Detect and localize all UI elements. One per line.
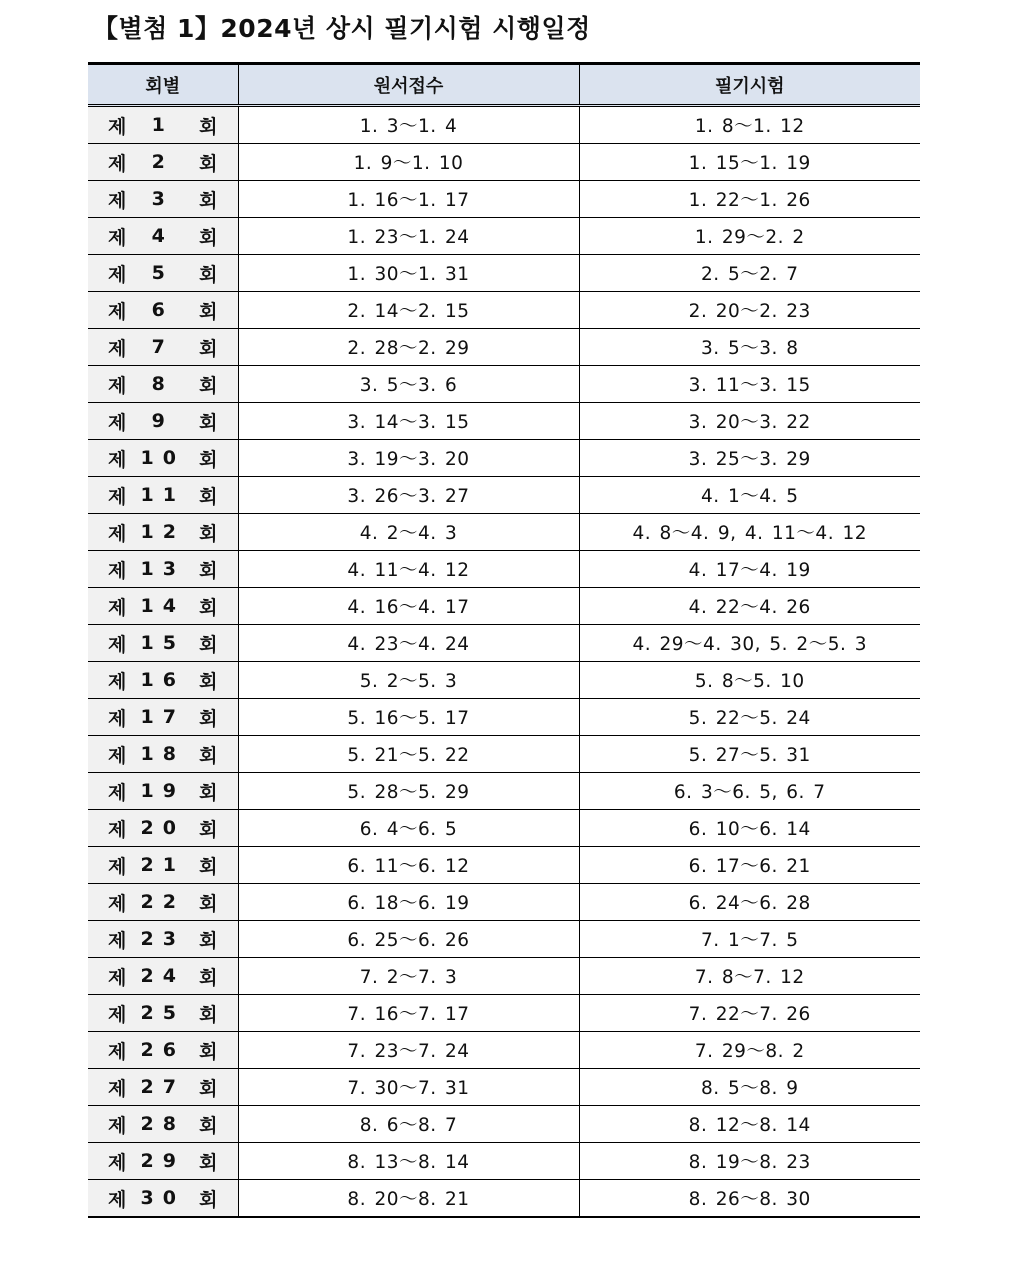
exam-period-cell: 4. 8～4. 9, 4. 11～4. 12 [579,514,920,551]
round-label [88,1074,238,1101]
round-cell [88,181,238,218]
application-period-cell: 5. 16～5. 17 [238,699,579,736]
round-prefix: 제 [108,1077,127,1100]
table-row [88,218,920,255]
application-period-cell: 8. 13～8. 14 [238,1143,579,1180]
round-suffix: 회 [199,115,218,138]
round-cell [88,440,238,477]
round-cell [88,847,238,884]
table-row [88,736,920,773]
round-suffix: 회 [199,929,218,952]
round-prefix: 제 [108,707,127,730]
round-number: 2 [151,151,174,173]
round-suffix: 회 [199,485,218,508]
round-number: 10 [140,447,185,469]
table-row [88,884,920,921]
table-row [88,699,920,736]
round-cell [88,662,238,699]
round-label [88,593,238,620]
round-number: 6 [151,299,174,321]
exam-period-cell: 8. 12～8. 14 [579,1106,920,1143]
round-label [88,926,238,953]
round-prefix: 제 [108,966,127,989]
round-prefix: 제 [108,448,127,471]
round-label [88,963,238,990]
application-period-cell: 7. 23～7. 24 [238,1032,579,1069]
round-cell [88,1106,238,1143]
round-suffix: 회 [199,1151,218,1174]
application-period-cell: 4. 23～4. 24 [238,625,579,662]
round-suffix: 회 [199,374,218,397]
table-row [88,662,920,699]
exam-period-cell: 3. 11～3. 15 [579,366,920,403]
round-label [88,741,238,768]
schedule-table [88,62,920,1218]
round-prefix: 제 [108,1040,127,1063]
table-row [88,847,920,884]
round-number: 5 [151,262,174,284]
table-row [88,810,920,847]
header-application: 원서접수 [238,64,579,106]
application-period-cell: 1. 16～1. 17 [238,181,579,218]
table-body [88,106,920,1218]
exam-period-cell: 5. 22～5. 24 [579,699,920,736]
round-number: 16 [140,669,185,691]
round-number: 8 [151,373,174,395]
round-number: 27 [140,1076,185,1098]
application-period-cell: 6. 25～6. 26 [238,921,579,958]
round-cell [88,403,238,440]
round-cell [88,1032,238,1069]
round-label [88,445,238,472]
round-prefix: 제 [108,1188,127,1211]
round-prefix: 제 [108,781,127,804]
round-label [88,149,238,176]
application-period-cell: 1. 3～1. 4 [238,106,579,144]
round-label [88,297,238,324]
round-number: 23 [140,928,185,950]
application-period-cell: 4. 16～4. 17 [238,588,579,625]
round-prefix: 제 [108,744,127,767]
application-period-cell: 7. 30～7. 31 [238,1069,579,1106]
table-row [88,1069,920,1106]
round-number: 30 [140,1187,185,1209]
application-period-cell: 1. 23～1. 24 [238,218,579,255]
round-label [88,482,238,509]
round-number: 21 [140,854,185,876]
round-cell [88,1180,238,1218]
round-cell [88,588,238,625]
table-row [88,1032,920,1069]
round-number: 28 [140,1113,185,1135]
application-period-cell: 5. 21～5. 22 [238,736,579,773]
round-prefix: 제 [108,1151,127,1174]
round-label [88,519,238,546]
application-period-cell: 8. 6～8. 7 [238,1106,579,1143]
round-cell [88,773,238,810]
application-period-cell: 3. 19～3. 20 [238,440,579,477]
table-row [88,106,920,144]
table-row [88,255,920,292]
exam-period-cell: 7. 1～7. 5 [579,921,920,958]
application-period-cell: 1. 30～1. 31 [238,255,579,292]
application-period-cell: 7. 16～7. 17 [238,995,579,1032]
exam-period-cell: 2. 5～2. 7 [579,255,920,292]
round-cell [88,255,238,292]
round-prefix: 제 [108,892,127,915]
application-period-cell: 5. 2～5. 3 [238,662,579,699]
exam-period-cell: 2. 20～2. 23 [579,292,920,329]
round-suffix: 회 [199,300,218,323]
exam-period-cell: 5. 27～5. 31 [579,736,920,773]
round-prefix: 제 [108,596,127,619]
round-prefix: 제 [108,559,127,582]
round-cell [88,921,238,958]
round-label [88,1185,238,1212]
exam-period-cell: 7. 29～8. 2 [579,1032,920,1069]
table-row [88,144,920,181]
round-prefix: 제 [108,818,127,841]
round-suffix: 회 [199,744,218,767]
table-row [88,625,920,662]
document-title: 【별첨 1】2024년 상시 필기시험 시행일정 [93,14,591,43]
exam-period-cell: 8. 26～8. 30 [579,1180,920,1218]
round-label [88,815,238,842]
table-row [88,403,920,440]
round-suffix: 회 [199,1003,218,1026]
exam-period-cell: 6. 17～6. 21 [579,847,920,884]
round-label [88,1037,238,1064]
round-prefix: 제 [108,189,127,212]
header-round: 회별 [88,64,238,106]
round-prefix: 제 [108,337,127,360]
exam-period-cell: 1. 22～1. 26 [579,181,920,218]
exam-period-cell: 6. 3～6. 5, 6. 7 [579,773,920,810]
round-number: 25 [140,1002,185,1024]
round-cell [88,699,238,736]
exam-period-cell: 6. 24～6. 28 [579,884,920,921]
application-period-cell: 8. 20～8. 21 [238,1180,579,1218]
table-row [88,958,920,995]
round-suffix: 회 [199,781,218,804]
round-suffix: 회 [199,226,218,249]
round-label [88,260,238,287]
round-cell [88,958,238,995]
round-cell [88,329,238,366]
round-prefix: 제 [108,115,127,138]
round-cell [88,1069,238,1106]
round-label [88,630,238,657]
application-period-cell: 4. 2～4. 3 [238,514,579,551]
exam-period-cell: 8. 5～8. 9 [579,1069,920,1106]
table-row [88,1180,920,1218]
exam-period-cell: 1. 15～1. 19 [579,144,920,181]
round-prefix: 제 [108,1003,127,1026]
round-label [88,223,238,250]
round-label [88,408,238,435]
exam-period-cell: 4. 1～4. 5 [579,477,920,514]
round-prefix: 제 [108,374,127,397]
round-label [88,334,238,361]
exam-period-cell: 8. 19～8. 23 [579,1143,920,1180]
table-row [88,329,920,366]
round-cell [88,736,238,773]
round-number: 11 [140,484,185,506]
exam-period-cell: 4. 22～4. 26 [579,588,920,625]
round-prefix: 제 [108,263,127,286]
round-suffix: 회 [199,448,218,471]
round-suffix: 회 [199,670,218,693]
table-row [88,366,920,403]
round-suffix: 회 [199,263,218,286]
exam-period-cell: 1. 29～2. 2 [579,218,920,255]
application-period-cell: 2. 28～2. 29 [238,329,579,366]
round-label [88,556,238,583]
round-label [88,1000,238,1027]
round-suffix: 회 [199,818,218,841]
round-label [88,667,238,694]
round-cell [88,625,238,662]
table-row [88,921,920,958]
round-number: 24 [140,965,185,987]
round-number: 29 [140,1150,185,1172]
application-period-cell: 3. 5～3. 6 [238,366,579,403]
round-label [88,1111,238,1138]
round-suffix: 회 [199,189,218,212]
round-prefix: 제 [108,670,127,693]
table-row [88,773,920,810]
exam-period-cell: 4. 17～4. 19 [579,551,920,588]
exam-period-cell: 3. 25～3. 29 [579,440,920,477]
round-suffix: 회 [199,559,218,582]
application-period-cell: 5. 28～5. 29 [238,773,579,810]
round-label [88,112,238,139]
round-suffix: 회 [199,1077,218,1100]
application-period-cell: 3. 14～3. 15 [238,403,579,440]
table-row [88,181,920,218]
round-suffix: 회 [199,855,218,878]
round-suffix: 회 [199,633,218,656]
round-cell [88,884,238,921]
round-cell [88,477,238,514]
exam-period-cell: 7. 8～7. 12 [579,958,920,995]
table-header [88,64,920,106]
round-suffix: 회 [199,522,218,545]
round-suffix: 회 [199,152,218,175]
exam-period-cell: 3. 5～3. 8 [579,329,920,366]
round-number: 4 [151,225,174,247]
exam-period-cell: 1. 8～1. 12 [579,106,920,144]
round-suffix: 회 [199,1040,218,1063]
round-cell [88,106,238,144]
application-period-cell: 4. 11～4. 12 [238,551,579,588]
round-number: 12 [140,521,185,543]
round-prefix: 제 [108,411,127,434]
table-row [88,551,920,588]
round-number: 9 [151,410,174,432]
header-exam: 필기시험 [579,64,920,106]
round-cell [88,218,238,255]
round-label [88,852,238,879]
round-prefix: 제 [108,300,127,323]
round-prefix: 제 [108,633,127,656]
round-number: 14 [140,595,185,617]
exam-period-cell: 3. 20～3. 22 [579,403,920,440]
round-cell [88,514,238,551]
round-suffix: 회 [199,707,218,730]
round-number: 3 [151,188,174,210]
round-label [88,1148,238,1175]
round-prefix: 제 [108,485,127,508]
round-number: 13 [140,558,185,580]
round-prefix: 제 [108,226,127,249]
round-cell [88,292,238,329]
table-row [88,995,920,1032]
round-suffix: 회 [199,966,218,989]
round-cell [88,1143,238,1180]
round-suffix: 회 [199,411,218,434]
table-row [88,477,920,514]
round-cell [88,810,238,847]
application-period-cell: 6. 18～6. 19 [238,884,579,921]
round-number: 26 [140,1039,185,1061]
round-prefix: 제 [108,929,127,952]
round-number: 1 [151,114,174,136]
application-period-cell: 6. 4～6. 5 [238,810,579,847]
table-row [88,1106,920,1143]
round-number: 17 [140,706,185,728]
round-prefix: 제 [108,152,127,175]
round-label [88,186,238,213]
round-prefix: 제 [108,1114,127,1137]
round-number: 20 [140,817,185,839]
table-row [88,440,920,477]
round-label [88,889,238,916]
round-suffix: 회 [199,892,218,915]
round-number: 7 [151,336,174,358]
round-label [88,371,238,398]
round-suffix: 회 [199,337,218,360]
exam-period-cell: 5. 8～5. 10 [579,662,920,699]
application-period-cell: 1. 9～1. 10 [238,144,579,181]
round-cell [88,995,238,1032]
application-period-cell: 7. 2～7. 3 [238,958,579,995]
table-row [88,292,920,329]
round-suffix: 회 [199,596,218,619]
round-prefix: 제 [108,855,127,878]
exam-period-cell: 6. 10～6. 14 [579,810,920,847]
exam-period-cell: 4. 29～4. 30, 5. 2～5. 3 [579,625,920,662]
application-period-cell: 6. 11～6. 12 [238,847,579,884]
round-suffix: 회 [199,1114,218,1137]
round-cell [88,551,238,588]
round-label [88,704,238,731]
round-cell [88,144,238,181]
round-number: 15 [140,632,185,654]
application-period-cell: 2. 14～2. 15 [238,292,579,329]
round-number: 19 [140,780,185,802]
round-label [88,778,238,805]
table-row [88,588,920,625]
round-number: 18 [140,743,185,765]
round-cell [88,366,238,403]
round-prefix: 제 [108,522,127,545]
application-period-cell: 3. 26～3. 27 [238,477,579,514]
round-suffix: 회 [199,1188,218,1211]
round-number: 22 [140,891,185,913]
exam-period-cell: 7. 22～7. 26 [579,995,920,1032]
table-row [88,514,920,551]
table-row [88,1143,920,1180]
